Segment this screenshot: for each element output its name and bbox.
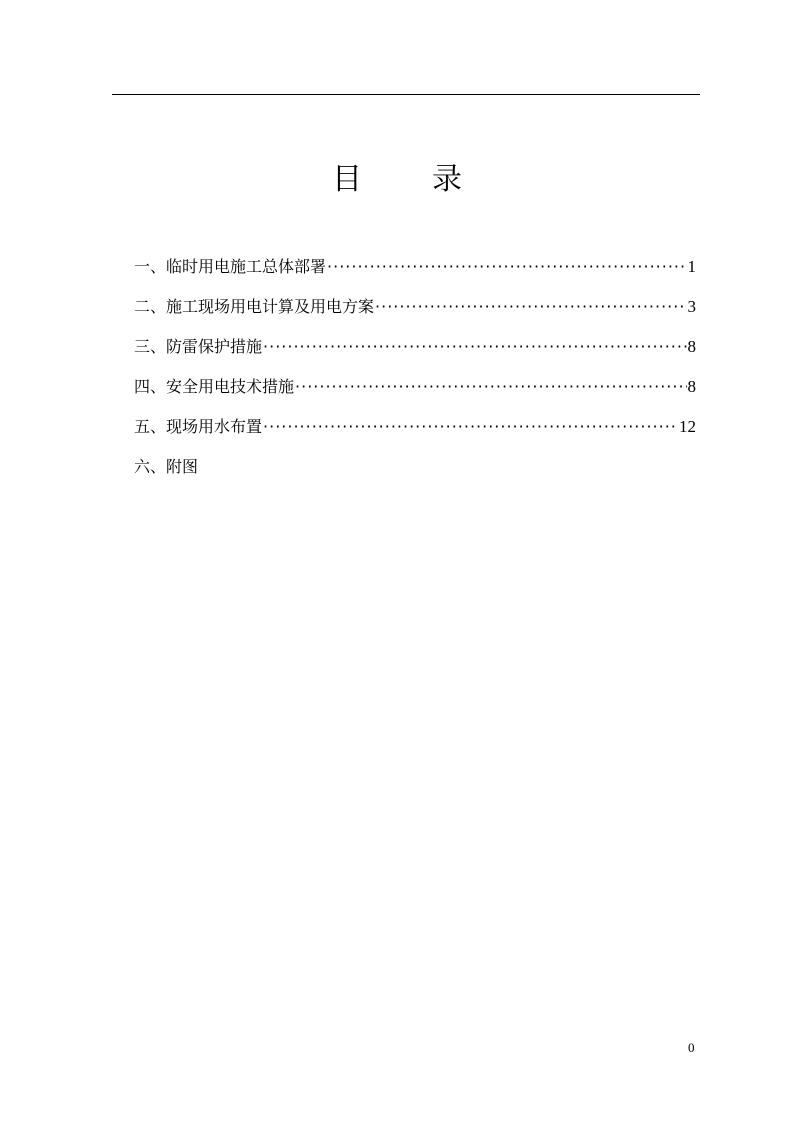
toc-entry-number: 一、 [134, 257, 167, 276]
dot-leader [263, 331, 686, 363]
toc-entry-number: 四、 [134, 377, 167, 396]
toc-entry-6[interactable] [134, 451, 696, 491]
toc-entry-page: 8 [687, 337, 696, 356]
toc-title [0, 160, 794, 200]
dot-leader [263, 411, 678, 443]
toc-entry-3[interactable] [134, 331, 696, 371]
toc-entry-1[interactable] [134, 251, 696, 291]
header-rule [112, 94, 700, 95]
toc-entry-page: 3 [687, 297, 696, 316]
toc-entry-number: 六、 [134, 457, 167, 476]
toc-entry-number: 三、 [134, 337, 167, 356]
toc-title-right: 录 [432, 162, 462, 197]
toc-entry-label: 临时用电施工总体部署 [166, 257, 327, 276]
toc-entry-page: 12 [679, 417, 696, 436]
toc-entry-page: 1 [687, 257, 696, 276]
dot-leader [295, 371, 686, 403]
toc-entry-page: 8 [687, 377, 696, 396]
toc-entry-label: 施工现场用电计算及用电方案 [166, 297, 375, 316]
toc-entry-5[interactable] [134, 411, 696, 451]
table-of-contents [134, 251, 696, 491]
toc-entry-2[interactable] [134, 291, 696, 331]
toc-entry-4[interactable] [134, 371, 696, 411]
toc-entry-number: 二、 [134, 297, 167, 316]
dot-leader [327, 251, 686, 283]
toc-entry-label: 防雷保护措施 [166, 337, 263, 356]
toc-entry-number: 五、 [134, 417, 167, 436]
toc-entry-label: 附图 [166, 457, 199, 476]
toc-entry-label: 安全用电技术措施 [166, 377, 295, 396]
toc-entry-label: 现场用水布置 [166, 417, 263, 436]
dot-leader [375, 291, 686, 323]
toc-title-left: 目 [332, 162, 362, 197]
page-number: 0 [688, 1040, 695, 1055]
